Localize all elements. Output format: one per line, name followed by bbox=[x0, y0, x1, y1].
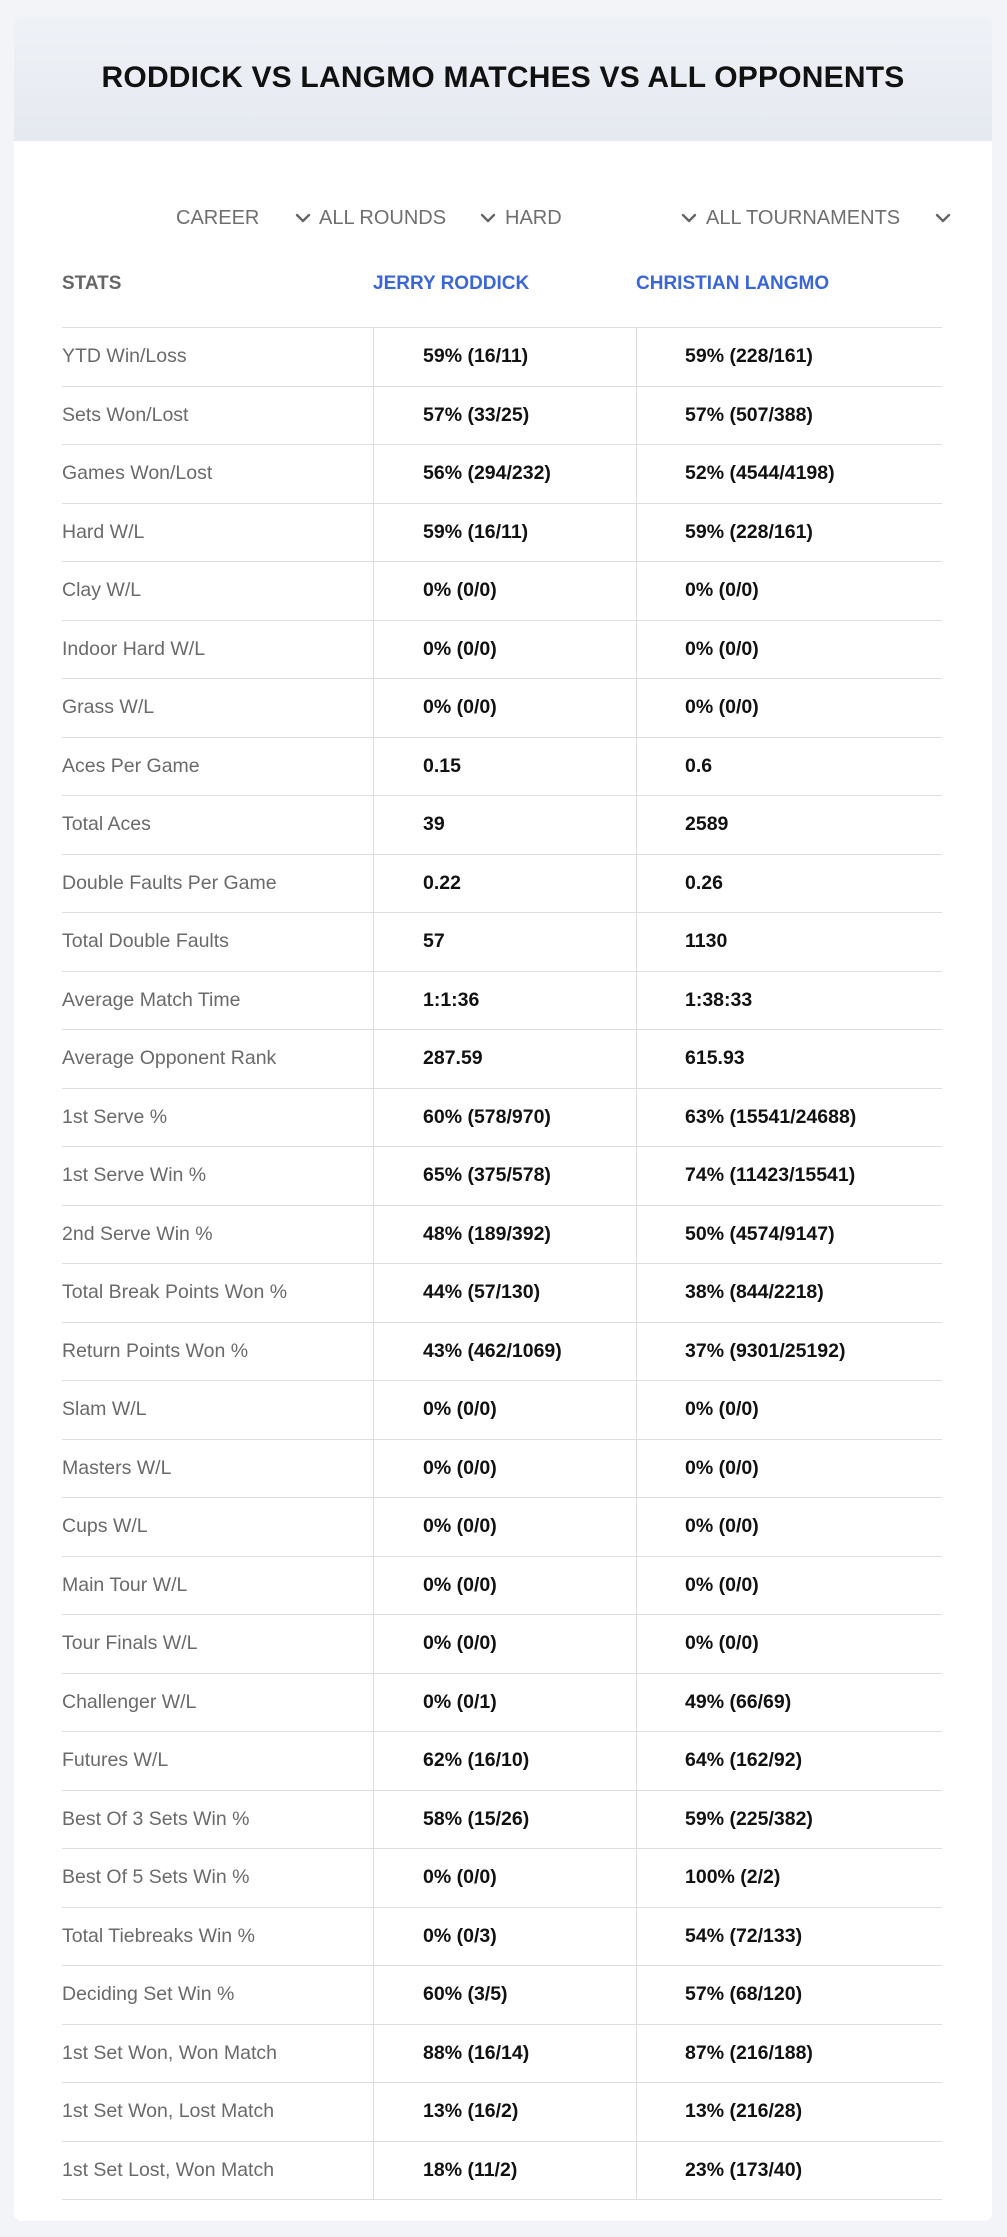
stat-label: Best Of 3 Sets Win % bbox=[62, 1807, 250, 1830]
player-2-value: 59% (228/161) bbox=[636, 328, 942, 386]
table-row bbox=[62, 1908, 942, 1967]
table-row bbox=[62, 1206, 942, 1265]
player-2-value: 0.26 bbox=[636, 855, 942, 913]
stat-label: Games Won/Lost bbox=[62, 462, 213, 485]
player-1-value: 0% (0/3) bbox=[373, 1908, 636, 1966]
player-1-value: 0.22 bbox=[373, 855, 636, 913]
player-2-value: 59% (225/382) bbox=[636, 1791, 942, 1849]
player-1-value: 0.15 bbox=[373, 738, 636, 796]
player-2-value: 50% (4574/9147) bbox=[636, 1206, 942, 1264]
stat-label: Average Match Time bbox=[62, 988, 241, 1011]
stat-label: 1st Set Lost, Won Match bbox=[62, 2158, 275, 2181]
table-row bbox=[62, 387, 942, 446]
player-1-value: 57% (33/25) bbox=[373, 387, 636, 445]
player-2-value: 0% (0/0) bbox=[636, 1557, 942, 1615]
player-2-value: 2589 bbox=[636, 796, 942, 854]
table-row bbox=[62, 2142, 942, 2201]
player-2-value: 87% (216/188) bbox=[636, 2025, 942, 2083]
player-1-value: 0% (0/0) bbox=[373, 1557, 636, 1615]
round-select[interactable] bbox=[319, 191, 499, 245]
table-row bbox=[62, 621, 942, 680]
tournament-select-value: ALL TOURNAMENTS bbox=[706, 206, 901, 229]
player-2-value: 74% (11423/15541) bbox=[636, 1147, 942, 1205]
table-row bbox=[62, 1264, 942, 1323]
player-1-value: 58% (15/26) bbox=[373, 1791, 636, 1849]
period-select[interactable] bbox=[176, 191, 314, 245]
column-header-player-1[interactable]: JERRY RODDICK bbox=[373, 273, 530, 294]
table-body bbox=[62, 328, 942, 2200]
player-1-value: 62% (16/10) bbox=[373, 1732, 636, 1790]
stat-label: Cups W/L bbox=[62, 1515, 148, 1538]
chevron-down-icon bbox=[477, 207, 499, 229]
table-row bbox=[62, 1440, 942, 1499]
round-select-value: ALL ROUNDS bbox=[319, 206, 447, 229]
table-row bbox=[62, 1732, 942, 1791]
stats-card bbox=[14, 15, 992, 2221]
player-1-value: 0% (0/0) bbox=[373, 1849, 636, 1907]
chevron-down-icon bbox=[678, 207, 700, 229]
player-2-value: 0% (0/0) bbox=[636, 679, 942, 737]
column-header-stats: STATS bbox=[62, 273, 122, 294]
player-1-value: 44% (57/130) bbox=[373, 1264, 636, 1322]
player-1-value: 287.59 bbox=[373, 1030, 636, 1088]
player-1-value: 56% (294/232) bbox=[373, 445, 636, 503]
player-1-value: 0% (0/0) bbox=[373, 562, 636, 620]
stat-label: 1st Set Won, Won Match bbox=[62, 2041, 277, 2064]
player-1-value: 0% (0/0) bbox=[373, 1498, 636, 1556]
table-row bbox=[62, 1381, 942, 1440]
player-1-value: 57 bbox=[373, 913, 636, 971]
table-row bbox=[62, 1557, 942, 1616]
table-row bbox=[62, 562, 942, 621]
player-2-value: 0% (0/0) bbox=[636, 1440, 942, 1498]
player-1-value: 0% (0/0) bbox=[373, 1615, 636, 1673]
player-2-value: 37% (9301/25192) bbox=[636, 1323, 942, 1381]
player-2-value: 64% (162/92) bbox=[636, 1732, 942, 1790]
table-row bbox=[62, 2083, 942, 2142]
stat-label: Indoor Hard W/L bbox=[62, 637, 206, 660]
player-1-value: 59% (16/11) bbox=[373, 328, 636, 386]
player-2-value: 1:38:33 bbox=[636, 972, 942, 1030]
player-2-value: 0% (0/0) bbox=[636, 1615, 942, 1673]
stat-label: 1st Serve Win % bbox=[62, 1164, 207, 1187]
player-1-value: 13% (16/2) bbox=[373, 2083, 636, 2141]
filter-bar bbox=[14, 191, 992, 245]
player-1-value: 39 bbox=[373, 796, 636, 854]
stat-label: Clay W/L bbox=[62, 579, 142, 602]
player-2-value: 0% (0/0) bbox=[636, 562, 942, 620]
player-2-value: 1130 bbox=[636, 913, 942, 971]
stat-label: Return Points Won % bbox=[62, 1339, 249, 1362]
player-1-value: 59% (16/11) bbox=[373, 504, 636, 562]
player-1-value: 0% (0/0) bbox=[373, 1440, 636, 1498]
stat-label: 1st Serve % bbox=[62, 1105, 168, 1128]
surface-select[interactable] bbox=[505, 191, 700, 245]
table-row bbox=[62, 796, 942, 855]
stat-label: Tour Finals W/L bbox=[62, 1632, 198, 1655]
stat-label: Futures W/L bbox=[62, 1749, 169, 1772]
player-1-value: 65% (375/578) bbox=[373, 1147, 636, 1205]
stat-label: Double Faults Per Game bbox=[62, 871, 277, 894]
player-2-value: 0% (0/0) bbox=[636, 621, 942, 679]
player-1-value: 60% (3/5) bbox=[373, 1966, 636, 2024]
player-2-value: 0% (0/0) bbox=[636, 1498, 942, 1556]
stat-label: YTD Win/Loss bbox=[62, 345, 187, 368]
chevron-down-icon bbox=[292, 207, 314, 229]
stat-label: Hard W/L bbox=[62, 520, 145, 543]
player-1-value: 0% (0/0) bbox=[373, 1381, 636, 1439]
table-row bbox=[62, 1849, 942, 1908]
stat-label: Total Break Points Won % bbox=[62, 1281, 288, 1304]
player-2-value: 38% (844/2218) bbox=[636, 1264, 942, 1322]
stat-label: Main Tour W/L bbox=[62, 1573, 188, 1596]
player-2-value: 57% (68/120) bbox=[636, 1966, 942, 2024]
table-row bbox=[62, 1498, 942, 1557]
stat-label: Aces Per Game bbox=[62, 754, 200, 777]
table-row bbox=[62, 972, 942, 1031]
table-row bbox=[62, 1147, 942, 1206]
table-row bbox=[62, 1674, 942, 1733]
player-2-value: 0.6 bbox=[636, 738, 942, 796]
stat-label: Slam W/L bbox=[62, 1398, 147, 1421]
table-row bbox=[62, 679, 942, 738]
stat-label: Average Opponent Rank bbox=[62, 1047, 277, 1070]
chevron-down-icon bbox=[932, 207, 954, 229]
player-1-value: 60% (578/970) bbox=[373, 1089, 636, 1147]
player-2-value: 13% (216/28) bbox=[636, 2083, 942, 2141]
table-row bbox=[62, 1615, 942, 1674]
player-1-value: 0% (0/0) bbox=[373, 621, 636, 679]
player-1-value: 48% (189/392) bbox=[373, 1206, 636, 1264]
stat-label: Total Tiebreaks Win % bbox=[62, 1924, 255, 1947]
table-header bbox=[62, 251, 942, 328]
stat-label: Total Double Faults bbox=[62, 930, 229, 953]
table-row bbox=[62, 1323, 942, 1382]
player-1-value: 18% (11/2) bbox=[373, 2142, 636, 2200]
player-2-value: 23% (173/40) bbox=[636, 2142, 942, 2200]
player-1-value: 0% (0/0) bbox=[373, 679, 636, 737]
table-row bbox=[62, 328, 942, 387]
player-1-value: 88% (16/14) bbox=[373, 2025, 636, 2083]
stat-label: Masters W/L bbox=[62, 1456, 172, 1479]
stat-label: Total Aces bbox=[62, 813, 151, 836]
page-header bbox=[14, 15, 992, 141]
table-row bbox=[62, 1791, 942, 1850]
player-2-value: 63% (15541/24688) bbox=[636, 1089, 942, 1147]
player-2-value: 615.93 bbox=[636, 1030, 942, 1088]
tournament-select[interactable] bbox=[706, 191, 954, 245]
player-1-value: 43% (462/1069) bbox=[373, 1323, 636, 1381]
player-1-value: 0% (0/1) bbox=[373, 1674, 636, 1732]
table-row bbox=[62, 504, 942, 563]
player-2-value: 54% (72/133) bbox=[636, 1908, 942, 1966]
stat-label: 2nd Serve Win % bbox=[62, 1222, 213, 1245]
player-2-value: 59% (228/161) bbox=[636, 504, 942, 562]
surface-select-value: HARD bbox=[505, 206, 562, 229]
table-row bbox=[62, 2025, 942, 2084]
player-2-value: 57% (507/388) bbox=[636, 387, 942, 445]
table-row bbox=[62, 1089, 942, 1148]
player-2-value: 49% (66/69) bbox=[636, 1674, 942, 1732]
player-2-value: 52% (4544/4198) bbox=[636, 445, 942, 503]
table-row bbox=[62, 1030, 942, 1089]
stat-label: Challenger W/L bbox=[62, 1690, 197, 1713]
page-title: RODDICK VS LANGMO MATCHES VS ALL OPPONENTS bbox=[101, 61, 905, 94]
stat-label: 1st Set Won, Lost Match bbox=[62, 2100, 275, 2123]
stat-label: Sets Won/Lost bbox=[62, 403, 189, 426]
table-row bbox=[62, 1966, 942, 2025]
player-1-value: 1:1:36 bbox=[373, 972, 636, 1030]
stat-label: Best Of 5 Sets Win % bbox=[62, 1866, 250, 1889]
stats-table bbox=[62, 251, 942, 2200]
column-header-player-2[interactable]: CHRISTIAN LANGMO bbox=[636, 273, 830, 294]
table-row bbox=[62, 855, 942, 914]
player-2-value: 0% (0/0) bbox=[636, 1381, 942, 1439]
period-select-value: CAREER bbox=[176, 206, 260, 229]
table-row bbox=[62, 445, 942, 504]
stat-label: Deciding Set Win % bbox=[62, 1983, 235, 2006]
player-2-value: 100% (2/2) bbox=[636, 1849, 942, 1907]
stat-label: Grass W/L bbox=[62, 696, 155, 719]
table-row bbox=[62, 913, 942, 972]
table-row bbox=[62, 738, 942, 797]
